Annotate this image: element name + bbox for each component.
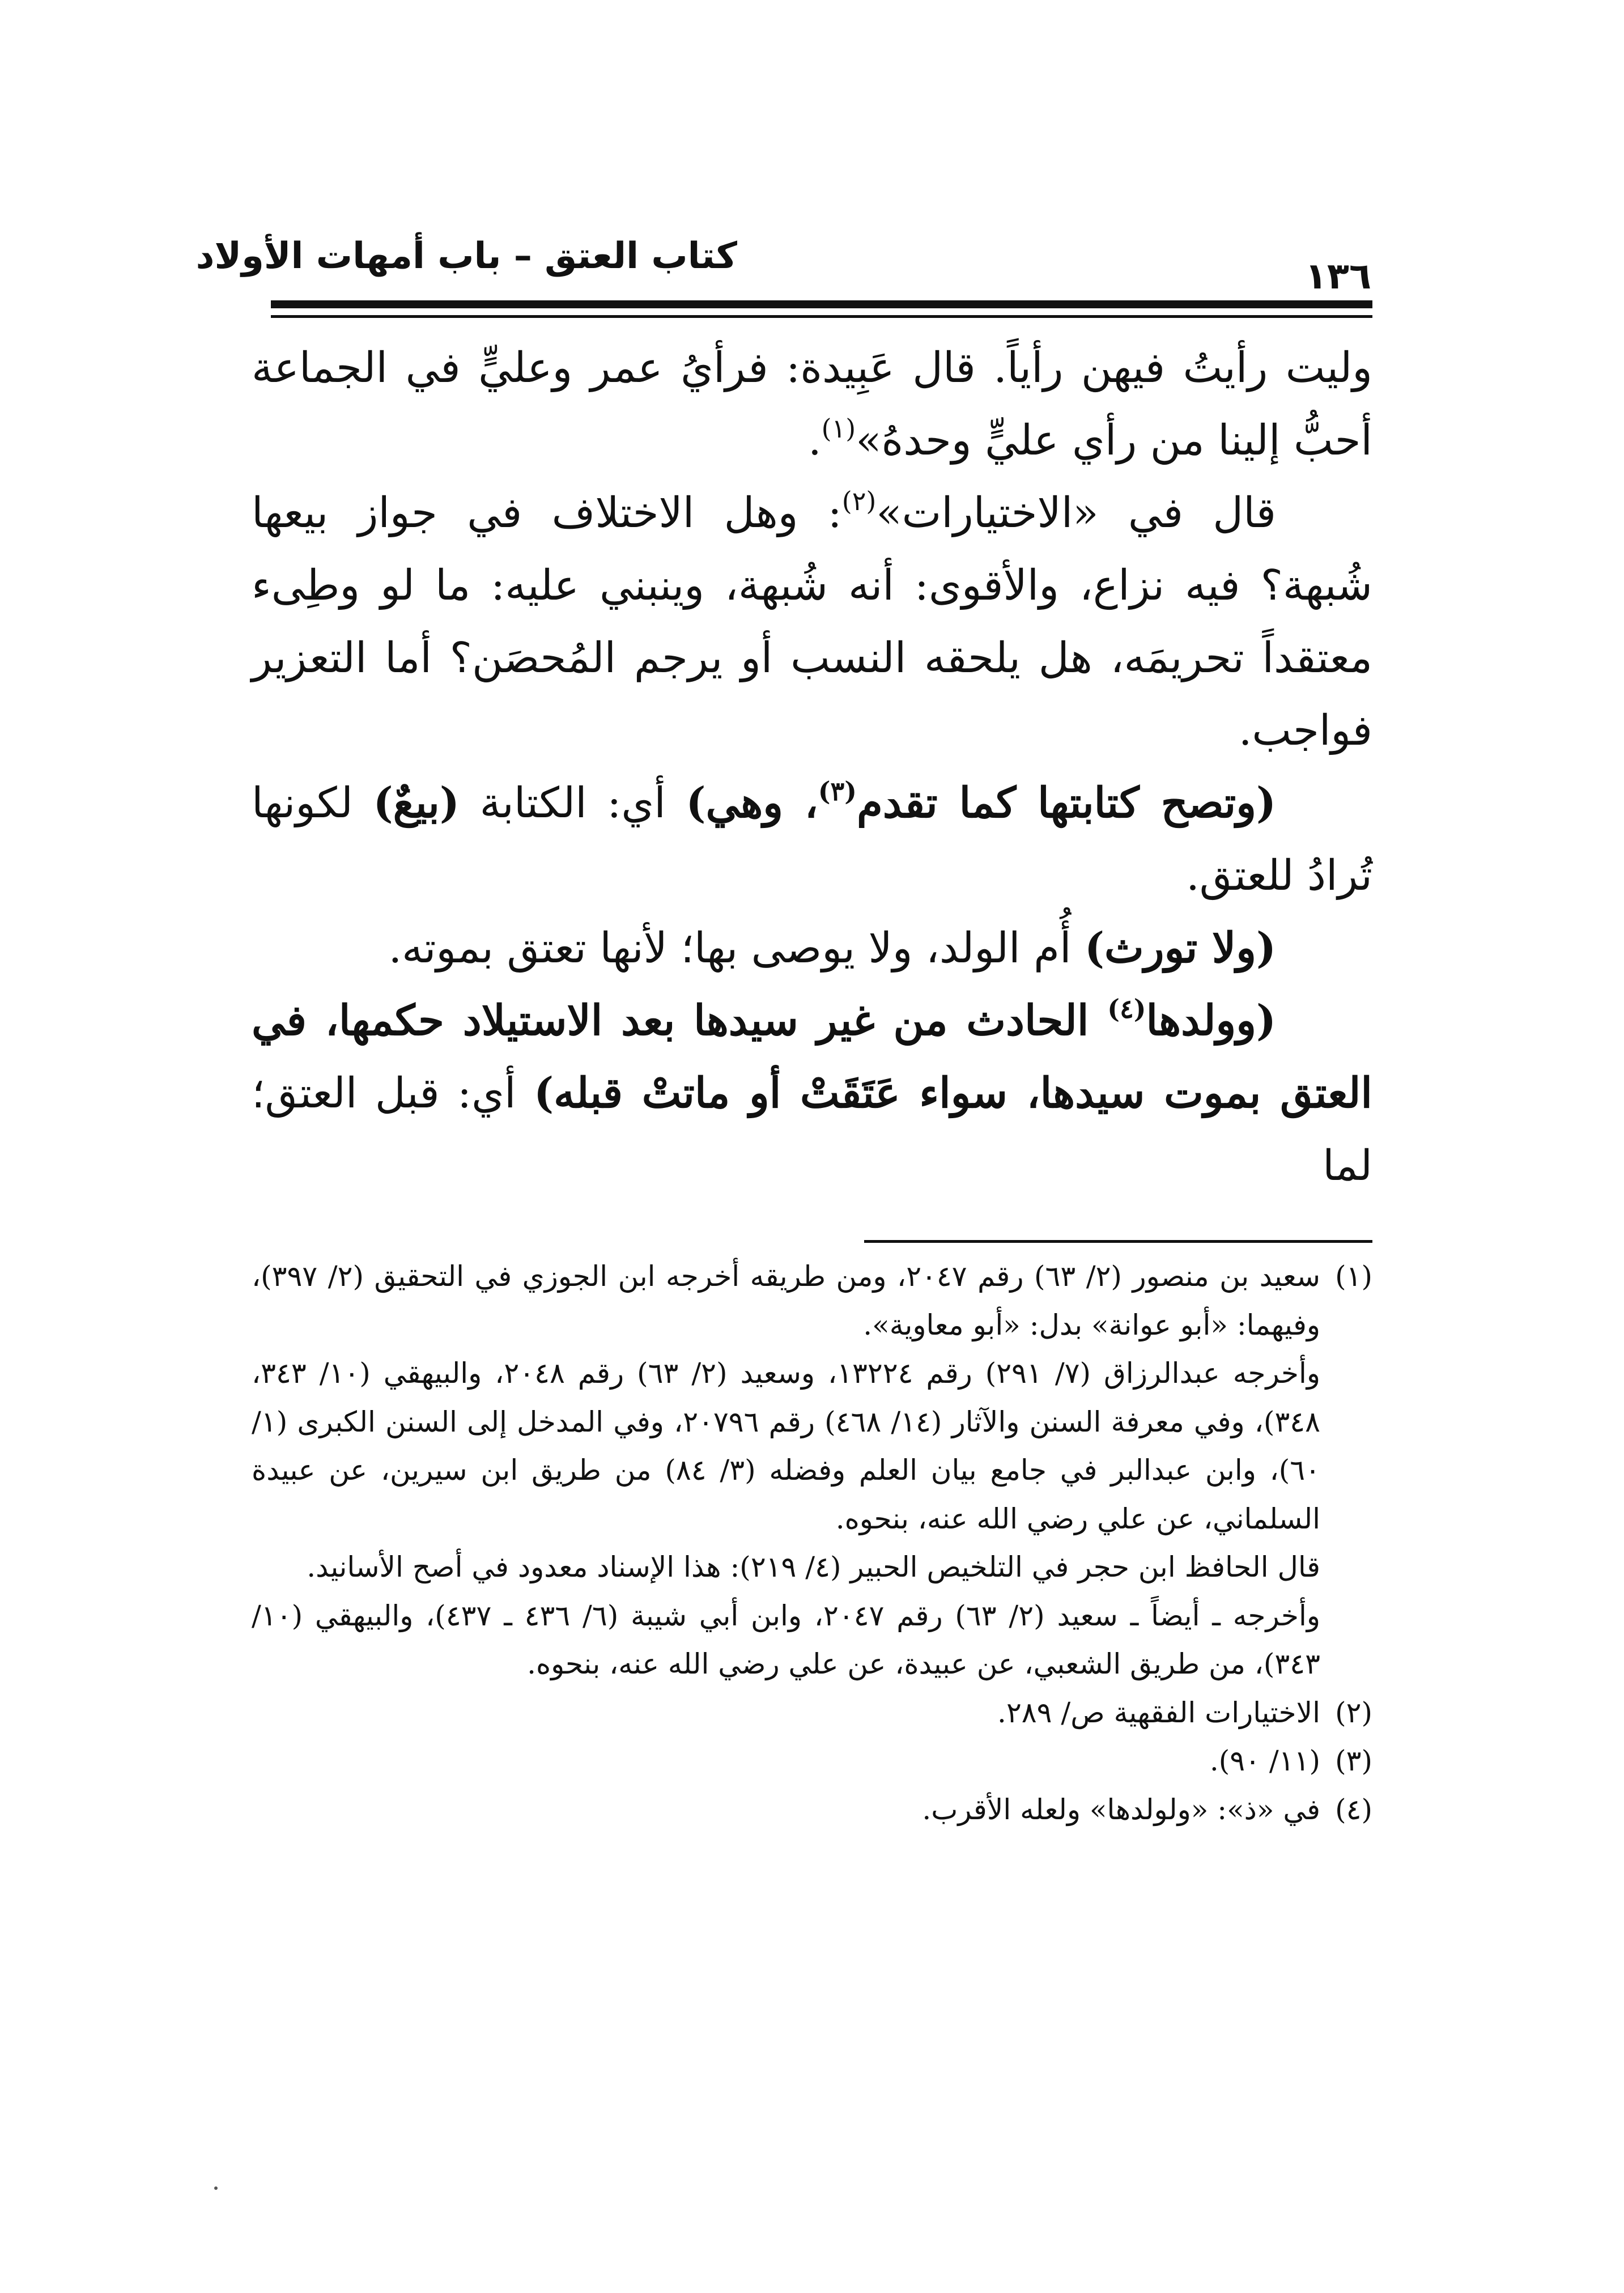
footnote-1-number: (١) xyxy=(1335,1260,1372,1293)
footnote-2: (٢) الاختيارات الفقهية ص/ ٢٨٩. xyxy=(252,1689,1372,1738)
footnote-ref-3: (٣) xyxy=(818,776,857,806)
footnote-ref-4: (٤) xyxy=(1107,993,1146,1024)
footnote-3-number: (٣) xyxy=(1335,1744,1372,1777)
main-text xyxy=(252,332,1372,1202)
paragraph-4: (ولا تورث) أُم الولد، ولا يوصى بها؛ لأنها تعتق بموته. xyxy=(388,924,1276,973)
footnote-1-part-2: وأخرجه عبدالرزاق (٧/ ٢٩١) رقم ١٣٢٢٤، وسعيد (٢/ ٦٣) رقم ٢٠٤٨، والبيهقي (١٠/ ٣٤٣، ٣٤٨)، وفي معرفة السنن والآثار (١٤/ ٤٦٨) رقم ٢٠٧٩٦، وفي المدخل إلى السنن الكبرى (١/ ٦٠)، وابن عبدالبر في جامع بيان العلم وفضله (٣/ ٨٤) من طريق ابن سيرين، عن عبيدة السلماني، عن علي رضي الله عنه، بنحوه. xyxy=(252,1357,1321,1535)
footnote-1-part-4: وأخرجه ـ أيضاً ـ سعيد (٢/ ٦٣) رقم ٢٠٤٧، وابن أبي شيبة (٦/ ٤٣٦ ـ ٤٣٧)، والبيهقي (١٠/ ٣٤٣)، من طريق الشعبي، عن عبيدة، عن علي رضي الله عنه، بنحوه. xyxy=(252,1599,1320,1680)
paragraph-2: قال في «الاختيارات»$^{(٢)}$: وهل الاختلاف في جواز بيعها شُبهة؟ فيه نزاع، والأقوى: أنه شُبهة، وينبني عليه: ما لو وطِىء معتقداً تحريمَه، هل يلحقه النسب أو يرجم المُحصَن؟ أما التعزير فواجب. xyxy=(252,486,1373,755)
paragraph-3: (وتصح كتابتها كما تقدم$^{(٣)}$، وهي) أي: الكتابة (بيعٌ) لكونها تُرادُ للعتق. xyxy=(252,776,1372,900)
footnotes xyxy=(252,1252,1372,1834)
paragraph-1: وليت رأيتُ فيهن رأياً. قال عَبِيدة: فرأيُ عمر وعليٍّ في الجماعة أحبُّ إلينا من رأي عليٍّ وحدهُ»$^{(١)}$. xyxy=(252,343,1372,465)
header-rule-thick xyxy=(271,300,1372,308)
running-header-title: كتاب العتق – باب أمهات الأولاد xyxy=(195,235,737,277)
footnote-separator xyxy=(864,1240,1372,1243)
footnote-4-number: (٤) xyxy=(1335,1793,1372,1826)
page-number: ١٣٦ xyxy=(1304,256,1371,298)
header-rule-thin xyxy=(271,315,1372,318)
footnote-1-part-3: قال الحافظ ابن حجر في التلخيص الحبير (٤/ ٢١٩): هذا الإسناد معدود في أصح الأسانيد. xyxy=(307,1551,1320,1583)
paragraph-5: (وولدها$^{(٤)}$ الحادث من غير سيدها بعد الاستيلاد حكمها، في العتق بموت سيدها، سواء عَتَقَتْ أو ماتتْ قبله) أي: قبل العتق؛ لما xyxy=(252,993,1372,1190)
footnote-2-number: (٢) xyxy=(1335,1696,1372,1729)
scan-speck xyxy=(214,2186,218,2190)
footnote-3: (٣) (١١/ ٩٠). xyxy=(252,1737,1372,1786)
footnote-ref-2: (٢) xyxy=(841,486,877,516)
footnote-4: (٤) في «ذ»: «ولولدها» ولعله الأقرب. xyxy=(252,1786,1372,1835)
footnote-ref-1: (١) xyxy=(821,413,856,444)
footnote-1: (١) سعيد بن منصور (٢/ ٦٣) رقم ٢٠٤٧، ومن طريقه أخرجه ابن الجوزي في التحقيق (٢/ ٣٩٧)، وفيهما: «أبو عوانة» بدل: «أبو معاوية». xyxy=(252,1252,1372,1349)
